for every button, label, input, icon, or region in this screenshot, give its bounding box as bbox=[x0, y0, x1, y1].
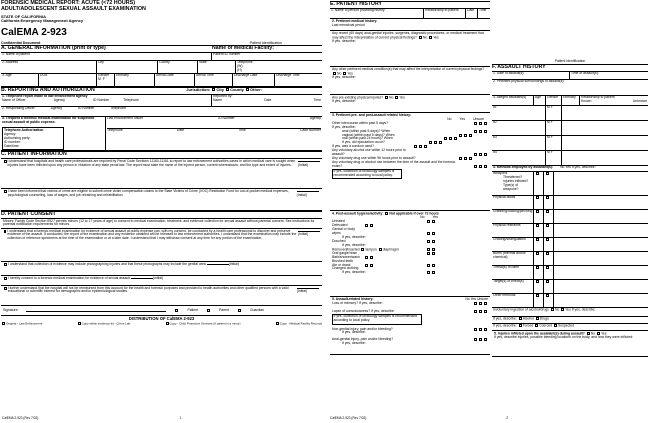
history-item[interactable]: Other intercourse within past 5 days? bbox=[332, 122, 488, 126]
history-item[interactable]: Any voluntary alcohol use within 12 hours prior to assault? bbox=[332, 149, 488, 157]
city-field[interactable]: City bbox=[97, 61, 158, 73]
history-provider-field[interactable]: 1. Name of person providing history bbox=[330, 9, 424, 18]
assailant-header: 3. Alleged assailant(s) bbox=[492, 96, 534, 105]
state-name: STATE OF CALIFORNIA bbox=[1, 13, 46, 19]
section-b-header: B. REPORTING AND AUTHORIZATION Jurisdiction: City County Other: bbox=[1, 87, 322, 95]
responding-officer-field[interactable]: 2. Responding Officer Agency ID Number Telephone bbox=[2, 106, 127, 111]
method-targets[interactable]: Target(s) of threat(s) bbox=[492, 280, 534, 293]
section-d-header: D. PATIENT CONSENT bbox=[1, 211, 322, 219]
hygiene-item[interactable]: Oral gargle/rinse bbox=[332, 252, 488, 256]
method-threats[interactable]: Threat(s) of harm bbox=[492, 266, 534, 279]
history-date-field[interactable]: Date bbox=[466, 9, 478, 18]
arrival-time-field[interactable]: Arrival Time bbox=[195, 74, 233, 86]
pre-post-assault-history[interactable]: 3. Pertinent pre- and post-assault related history: No Yes Unsure Other intercourse within past 5 days? If yes, describe: anal (within past 5 days)? When vaginal (within past 5 days)? When oral (within past 24 hours)? When If yes, did ejaculation occur? If yes, was a condom used? Any voluntary alcohol use within 12 hours prior to assault? Any voluntary drug use within 96 hours prior to assault? Any voluntary drug or alcohol use between the time of the assault and the forensic exam? If yes, collection of toxicology samples is recommended according to local policy. bbox=[330, 113, 490, 211]
relationship-col: Relationship to patient Known Unknown bbox=[581, 95, 647, 104]
assailant-row[interactable]: #1 M F bbox=[492, 106, 648, 121]
other-checkbox[interactable] bbox=[246, 88, 249, 91]
consent-exam[interactable]: I hereby consent to a forensic medical examination for evidence of sexual assault. (Initial) bbox=[1, 276, 322, 286]
discharge-time-field[interactable]: Discharge Time bbox=[276, 73, 300, 78]
involuntary-ingestion[interactable]: Involuntary ingestion of alcohol/drugs No Yes If yes, describe: bbox=[493, 307, 596, 312]
section-f-header: F. ASSAULT HISTORY bbox=[492, 64, 648, 72]
county-field[interactable]: County bbox=[158, 61, 198, 73]
hygiene-item[interactable]: Genital or body wipes bbox=[332, 228, 488, 236]
method-other[interactable]: Other methods bbox=[492, 294, 534, 307]
assault-related-history[interactable]: 5. Assault-related history: No Yes Unsure Loss of memory? If yes, describe: Lapse of consciousness? If yes, describe: If yes, collection of toxicology samples is recommended according to local policy. Non-genital injury, pain and/or bleeding? If yes, describe: Anal-genital injury, pain and/or bleeding? If yes, describe: bbox=[330, 297, 490, 355]
preexisting-injuries-question[interactable]: Any pre-existing physical injuries? No Yes If yes, describe: bbox=[330, 95, 490, 113]
ingestion-type[interactable]: If yes, describe: Alcohol Drugs bbox=[493, 316, 549, 321]
minors-notice: Minors: Family Code Section 6927 permits minors (12 to 17 years of age) to consent to medical examination, treatment, and evidence collection for sexual assault without parental consent. See instructions for parental notification requirements for minors. bbox=[1, 219, 322, 229]
methods-header: 4. Methods employed by assailant(s): No Yes If yes, describe: bbox=[493, 165, 596, 170]
ethnicity-col: Ethnicity bbox=[562, 96, 580, 105]
patient-id-label-2: Patient Identification bbox=[554, 59, 586, 63]
history-item[interactable]: Any voluntary drug use within 96 hours prior to assault? bbox=[332, 157, 488, 161]
history-item[interactable]: vaginal (within past 5 days)? When bbox=[332, 134, 488, 138]
history-item[interactable]: oral (within past 24 hours)? When bbox=[332, 137, 488, 141]
other-conditions-question[interactable]: Any other pertinent medical condition(s) that may affect the interpretation of current physical findings? No Yes If yes, describe: bbox=[330, 67, 490, 95]
arrival-date-field[interactable]: Arrival Date bbox=[155, 74, 195, 86]
compensation-notice[interactable]: I have been informed that victims of crime are eligible to submit crime victim compensation claims to the State Victims of Crime (VOC) Restitution Fund for out-of-pocket medical expenses, psychological counseling, loss of wages, and job retraining and rehabilitation. (Initial) bbox=[1, 189, 322, 211]
telephone-authorization-box[interactable]: Telephone Authorization Agency: Authorizing party: ID number: Date/time: bbox=[2, 127, 64, 150]
reporting-notice[interactable]: I understand that hospitals and health care professionals are required by Penal Code Sections 11160-11161 to report to law enforcement authorities cases in which medical care is sought when injuries have been inflicted upon any person in violation of any state penal law. The report must state the name of the injured person, current whereabouts, and the type and extent of injuries. (Initial) bbox=[1, 159, 322, 189]
discharge-date-field[interactable]: Discharge Date bbox=[233, 74, 275, 86]
post-assault-hygiene[interactable]: 4. Post-assault hygiene/activity: Not applicable if over 72 hours No Yes Urinated Defecated Genital or body wipes If yes, describe: Douched If yes, describe: Removed/inserted tampon diaphragm Oral gargle/rinse Bath/shower/wash Brushed teeth Ate or drank Changed clothing If yes, describe: bbox=[330, 211, 490, 297]
city-checkbox[interactable] bbox=[212, 88, 215, 91]
hygiene-item[interactable]: Defecated bbox=[332, 224, 488, 228]
method-weapons[interactable]: Weapons Threatened? Injuries inflicted? Type(s) of weapons? bbox=[492, 172, 534, 195]
hygiene-item[interactable]: Urinated bbox=[332, 220, 488, 224]
confidential-label: Confidential Document bbox=[1, 40, 41, 45]
hygiene-item[interactable]: Removed/inserted tampon diaphragm bbox=[332, 248, 488, 252]
hygiene-item[interactable]: Bath/shower/wash bbox=[332, 256, 488, 260]
request-exam-field[interactable]: 3. I request a forensic medical examination for suspected sexual assault at public expense. Telephone Authorization Agency: Authorizing party: ID number: Date/time: bbox=[1, 117, 106, 150]
telephone-report-field[interactable]: 1. Telephone report made to law enforcement agency Name of Officer Agency ID Number Telephone bbox=[1, 95, 212, 106]
consent-photos[interactable]: I understand that collection of evidence may include photographing injuries and that these photographs may include the genital area. (Initial) bbox=[1, 262, 322, 276]
history-item[interactable]: If yes, was a condom used? bbox=[332, 145, 488, 149]
telephone-field[interactable]: Telephone (W) (H) bbox=[237, 60, 253, 72]
medical-history[interactable]: 2. Pertinent medical history: Last menstrual period bbox=[330, 19, 490, 31]
assailant-row[interactable]: #4 M F bbox=[492, 151, 648, 166]
address-field[interactable]: 2. Address bbox=[1, 61, 97, 73]
hygiene-item[interactable]: Changed clothing bbox=[332, 267, 488, 271]
county-checkbox[interactable] bbox=[226, 88, 229, 91]
history-item[interactable]: anal (within past 5 days)? When bbox=[332, 130, 488, 134]
ingestion-manner[interactable]: If yes, describe: Forced Coerced Suspected bbox=[493, 323, 575, 328]
form-page-2 bbox=[328, 0, 650, 423]
form-title: FORENSIC MEDICAL REPORT: ACUTE (<72 HOURS) ADULT/ADOLESCENT SEXUAL ASSAULT EXAMINATION bbox=[1, 0, 146, 12]
section-a-header: A. GENERAL INFORMATION (print or type) Name of Medical Facility: bbox=[1, 45, 322, 53]
distribution-list: Original - Law Enforcement Copy within evidence kit - Crime Lab Copy - Child Protective Services (if patient is a minor) Copy - Medical Facility Records bbox=[1, 322, 322, 326]
signature-row[interactable]: Signature: Patient Parent Guardian bbox=[1, 306, 322, 317]
assault-time-field[interactable]: Time of assault(s): bbox=[571, 71, 599, 76]
consent-forensic[interactable]: I understand that a forensic medical examination for evidence of sexual assault at public expense can, with my consent, be conducted by a health care professional to discover and preserve evidence of the assault. If conducted, the report of the examination and any evidence obtained will be released to law enforcement authorities. I understand that the examination may include the collection of reference specimens at the time of the examination or at a later date. I understand that I may withdraw consent at any time for any portion of the examination. (Initial) bbox=[1, 229, 322, 262]
method-grabbing[interactable]: Grabbing/holding/pinching bbox=[492, 210, 534, 223]
state-field[interactable]: State bbox=[198, 61, 236, 73]
history-time-field[interactable]: Time bbox=[479, 8, 487, 13]
page-2-footer: CalEMA 2-923 (Rev 7/02) 2 bbox=[330, 416, 509, 421]
page-1-footer: CalEMA 2-923 (Rev 7/02) 1 bbox=[2, 416, 182, 421]
form-code: CalEMA 2-923 bbox=[1, 27, 67, 39]
hygiene-item[interactable]: Douched bbox=[332, 240, 488, 244]
dob-field[interactable]: DOB bbox=[39, 74, 97, 86]
age-col: Age bbox=[534, 96, 546, 105]
relationship-field[interactable]: Relationship to patient bbox=[424, 9, 466, 18]
age-field[interactable]: 3. Age bbox=[1, 74, 39, 86]
patient-name-field[interactable]: 1. Name of patient bbox=[1, 53, 212, 60]
method-choking[interactable]: Choking/strangulation bbox=[492, 238, 534, 251]
assault-date-field[interactable]: 1. Date of assault(s): bbox=[492, 72, 570, 79]
assailant-row[interactable]: #2 M F bbox=[492, 121, 648, 136]
consent-data-use[interactable]: I further understand that the hospital will not be reimbursed from this account for the health and forensic purposes and provided to health authorities and other qualified persons with a valid educational or scientific interest for demographic and/or epidemiological studies. (Initial) bbox=[1, 286, 322, 306]
history-item[interactable]: Any voluntary drug or alcohol use between the time of the assault and the forensic exam? bbox=[332, 161, 488, 169]
section-e-header: E. PATIENT HISTORY bbox=[330, 1, 490, 9]
agency-name: California Emergency Management Agency bbox=[1, 18, 84, 24]
assailant-row[interactable]: #3 M F bbox=[492, 136, 648, 151]
gender-col: Gender bbox=[546, 96, 562, 105]
ethnicity-field[interactable]: Ethnicity bbox=[115, 74, 155, 86]
assailant-injuries[interactable]: 5. Injuries inflicted upon the assailant(s) during assault? No Yes If yes, describe injuries, possible bleeding locations on the body, and how they were inflicted: bbox=[492, 331, 648, 357]
recent-injuries-question[interactable]: Any recent (60 days) anal-genital injuries, surgeries, diagnostic procedures, or medical treatment that may affect the interpretation of current physical findings? No Yes If yes, describe: bbox=[330, 31, 490, 67]
hygiene-item[interactable]: Brushed teeth bbox=[332, 260, 488, 264]
method-burns[interactable]: Burns (thermal and/or chemical) bbox=[492, 252, 534, 265]
section-c-header: C. PATIENT INFORMATION bbox=[1, 151, 322, 159]
patient-id-field[interactable]: Patient ID number bbox=[213, 52, 241, 57]
patient-id-label: Patient Identification bbox=[249, 40, 282, 45]
distribution-title: DISTRIBUTION OF CalEMA 2-923 bbox=[128, 316, 195, 322]
method-restraints[interactable]: Physical restraints bbox=[492, 224, 534, 237]
method-blows[interactable]: Physical blows bbox=[492, 196, 534, 209]
surroundings-field[interactable]: 2. Pertinent physical surroundings of assault(s): bbox=[493, 79, 565, 84]
gender-field[interactable]: Gender M F bbox=[97, 74, 115, 86]
law-enforcement-officer-field[interactable]: Law enforcement officer ID Number Agency Telephone Date Time Case Number bbox=[107, 116, 321, 133]
history-item[interactable]: If yes, did ejaculation occur? bbox=[332, 141, 488, 145]
hygiene-item[interactable]: Ate or drank bbox=[332, 264, 488, 268]
reported-by-field[interactable]: Reported by: Name Date Time bbox=[213, 94, 321, 103]
